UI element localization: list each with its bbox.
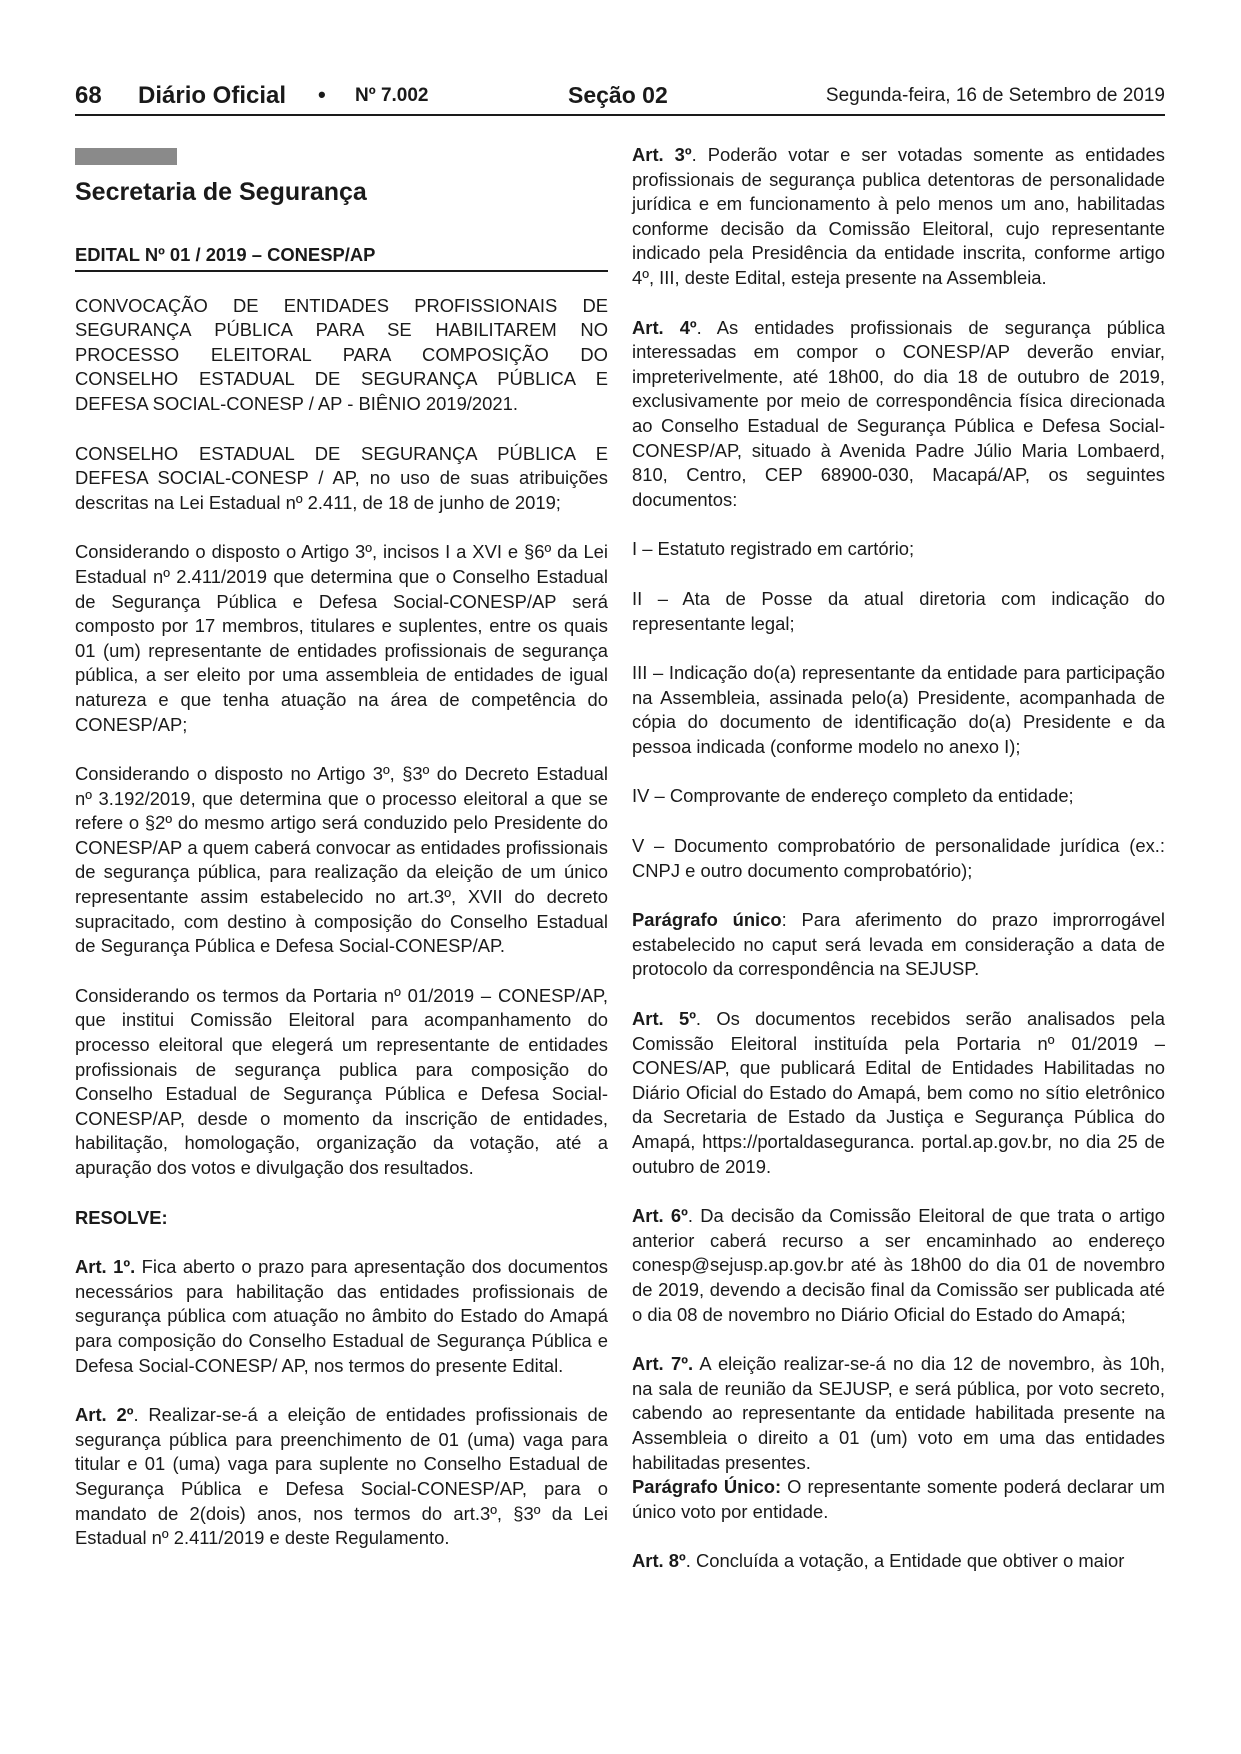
right-column — [632, 143, 1165, 1599]
publication-date: Segunda-feira, 16 de Setembro de 2019 — [825, 85, 1165, 106]
article-8 — [632, 1549, 1165, 1574]
document-item-4: IV – Comprovante de endereço completo da entidade; — [632, 785, 1074, 807]
article-5-text: . Os documentos recebidos serão analisados pela Comissão Eleitoral instituída pela Portaria nº 01/2019 – CONES/AP, que publicará Edital de Entidades Habilitadas no Diário Oficial do Estado do Amapá, bem como no sítio eletrônico da Secretaria de Estado da Justiça e Segurança Pública do Amapá, https://portaldaseguranca. portal.ap.gov.br, no dia 25 de outubro de 2019. — [632, 1008, 1165, 1177]
section-marker-bar — [75, 148, 177, 165]
single-paragraph-1 — [632, 908, 1165, 982]
article-3 — [632, 143, 1165, 291]
section-title: Secretaria de Segurança — [75, 178, 367, 206]
article-7 — [632, 1352, 1165, 1475]
article-7-label: Art. 7º. — [632, 1353, 694, 1375]
article-1-text: Fica aberto o prazo para apresentação dos documentos necessários para habilitação das entidades profissionais de segurança pública com atuação no âmbito do Estado do Amapá para composição do Conselho Estadual de Segurança Pública e Defesa Social-CONESP/ AP, nos termos do presente Edital. — [75, 1256, 609, 1376]
article-5-label: Art. 5º — [632, 1008, 696, 1030]
edital-title: EDITAL Nº 01 / 2019 – CONESP/AP — [75, 243, 608, 272]
article-7-text: A eleição realizar-se-á no dia 12 de novembro, às 10h, na sala de reunião da SEJUSP, e será pública, por voto secreto, cabendo ao representante da entidade habilitada presente na Assembleia o direito a 01 (um) voto em uma das entidades habilitadas presentes. — [632, 1353, 1166, 1473]
preamble-paragraph: CONSELHO ESTADUAL DE SEGURANÇA PÚBLICA E DEFESA SOCIAL-CONESP / AP, no uso de suas atribuições descritas na Lei Estadual nº 2.411, de 18 de junho de 2019; — [75, 442, 608, 513]
document-item-1: I – Estatuto registrado em cartório; — [632, 538, 915, 560]
article-3-text: . Poderão votar e ser votadas somente as entidades profissionais de segurança publica detentoras de personalidade jurídica e em funcionamento à pelo menos um ano, habilitadas conforme decisão da Comissão Eleitoral, cujo representante indicado pela Presidência da entidade inscrita, conforme artigo 4º, III, deste Edital, esteja presente na Assembleia. — [632, 144, 1166, 288]
single-paragraph-1-label: Parágrafo único — [632, 909, 782, 931]
document-item-3: III – Indicação do(a) representante da entidade para participação na Assembleia, assinada pelo(a) Presidente, acompanhada de cópia do documento de identificação do(a) Presidente e da pessoa indicada (conforme modelo no anexo I); — [632, 662, 1165, 757]
section-label: Seção 02 — [568, 82, 668, 108]
article-5 — [632, 1007, 1165, 1179]
article-1 — [75, 1255, 608, 1378]
left-column — [75, 143, 608, 1576]
single-paragraph-2-label: Parágrafo Único: — [632, 1476, 782, 1498]
page-header — [75, 78, 1165, 116]
article-8-text: . Concluída a votação, a Entidade que obtiver o maior — [685, 1550, 1125, 1572]
convocation-paragraph: CONVOCAÇÃO DE ENTIDADES PROFISSIONAIS DE SEGURANÇA PÚBLICA PARA SE HABILITAREM NO PROCESSO ELEITORAL PARA COMPOSIÇÃO DO CONSELHO ESTADUAL DE SEGURANÇA PÚBLICA E DEFESA SOCIAL-CONESP / AP - BIÊNIO 2019/2021. — [75, 294, 608, 414]
article-2 — [75, 1403, 608, 1551]
consider-paragraph-2: Considerando o disposto no Artigo 3º, §3º do Decreto Estadual nº 3.192/2019, que determina que o processo eleitoral a que se refere o §2º do mesmo artigo será conduzido pelo Presidente do CONESP/AP a quem caberá convocar as entidades profissionais de segurança pública, para realização da eleição de um único representante assim estabelecido no art.3º, XVII do decreto supracitado, com destino à composição do Conselho Estadual de Segurança Pública e Defesa Social-CONESP/AP. — [75, 763, 608, 957]
article-4 — [632, 316, 1165, 513]
article-4-label: Art. 4º — [632, 316, 697, 338]
document-item-5: V – Documento comprobatório de personalidade jurídica (ex.: CNPJ e outro documento comprobatório); — [632, 835, 1165, 881]
document-item-2: II – Ata de Posse da atual diretoria com indicação do representante legal; — [632, 587, 1165, 634]
single-paragraph-1-text: : Para aferimento do prazo improrrogável estabelecido no caput será levada em consideração a data de protocolo da correspondência na SEJUSP. — [632, 909, 1165, 980]
article-4-text: . As entidades profissionais de segurança pública interessadas em compor o CONESP/AP deverão enviar, impreterivelmente, até 18h00, do dia 18 de outubro de 2019, exclusivamente por meio de correspondência física direcionada ao Conselho Estadual de Segurança Pública e Defesa Social-CONESP/AP, situado à Avenida Padre Júlio Maria Lombaerd, 810, Centro, CEP 68900-030, Macapá/AP, os seguintes documentos: — [632, 316, 1165, 510]
single-paragraph-2-text: O representante somente poderá declarar um único voto por entidade. — [632, 1476, 1165, 1522]
article-8-label: Art. 8º — [632, 1550, 686, 1572]
article-6-text: . Da decisão da Comissão Eleitoral de que trata o artigo anterior caberá recurso a ser encaminhado ao endereço conesp@sejusp.ap.gov.br até às 18h00 do dia 01 de novembro de 2019, devendo a decisão final da Comissão ser publicada até o dia 08 de novembro no Diário Oficial do Estado do Amapá; — [632, 1205, 1165, 1325]
resolve-label: RESOLVE: — [75, 1206, 168, 1228]
single-paragraph-2 — [632, 1475, 1165, 1524]
edition-number: Nº 7.002 — [355, 85, 429, 106]
header-bullet: • — [318, 82, 326, 107]
consider-paragraph-1: Considerando o disposto o Artigo 3º, incisos I a XVI e §6º da Lei Estadual nº 2.411/2019 que determina que o Conselho Estadual de Segurança Pública e Defesa Social-CONESP/AP será composto por 17 membros, titulares e suplentes, entre os quais 01 (um) representante de entidades profissionais de segurança pública, a ser eleito por uma assembleia de entidades de igual natureza e que tenha atuação na área de competência do CONESP/AP; — [75, 541, 608, 735]
article-3-label: Art. 3º — [632, 144, 692, 165]
page-number: 68 — [75, 82, 102, 109]
article-6 — [632, 1204, 1165, 1327]
publication-title: Diário Oficial — [138, 82, 287, 109]
article-1-label: Art. 1º. — [75, 1256, 136, 1278]
consider-paragraph-3: Considerando os termos da Portaria nº 01/2019 – CONESP/AP, que institui Comissão Eleitoral para acompanhamento do processo eleitoral que elegerá um representante de entidades profissionais de segurança publica para composição do Conselho Estadual de Segurança Pública e Defesa Social-CONESP/AP, desde o momento da inscrição de entidades, habilitação, homologação, organização da votação, até a apuração dos votos e divulgação dos resultados. — [75, 984, 608, 1178]
resolve-heading — [75, 1206, 608, 1231]
article-2-label: Art. 2º — [75, 1404, 134, 1426]
article-2-text: . Realizar-se-á a eleição de entidades profissionais de segurança pública para preenchimento de 01 (uma) vaga para titular e 01 (uma) vaga para suplente no Conselho Estadual de Segurança Pública e Defesa Social-CONESP/AP, para o mandato de 2(dois) anos, nos termos do art.3º, §3º da Lei Estadual nº 2.411/2019 e deste Regulamento. — [75, 1404, 608, 1549]
article-6-label: Art. 6º — [632, 1205, 688, 1227]
